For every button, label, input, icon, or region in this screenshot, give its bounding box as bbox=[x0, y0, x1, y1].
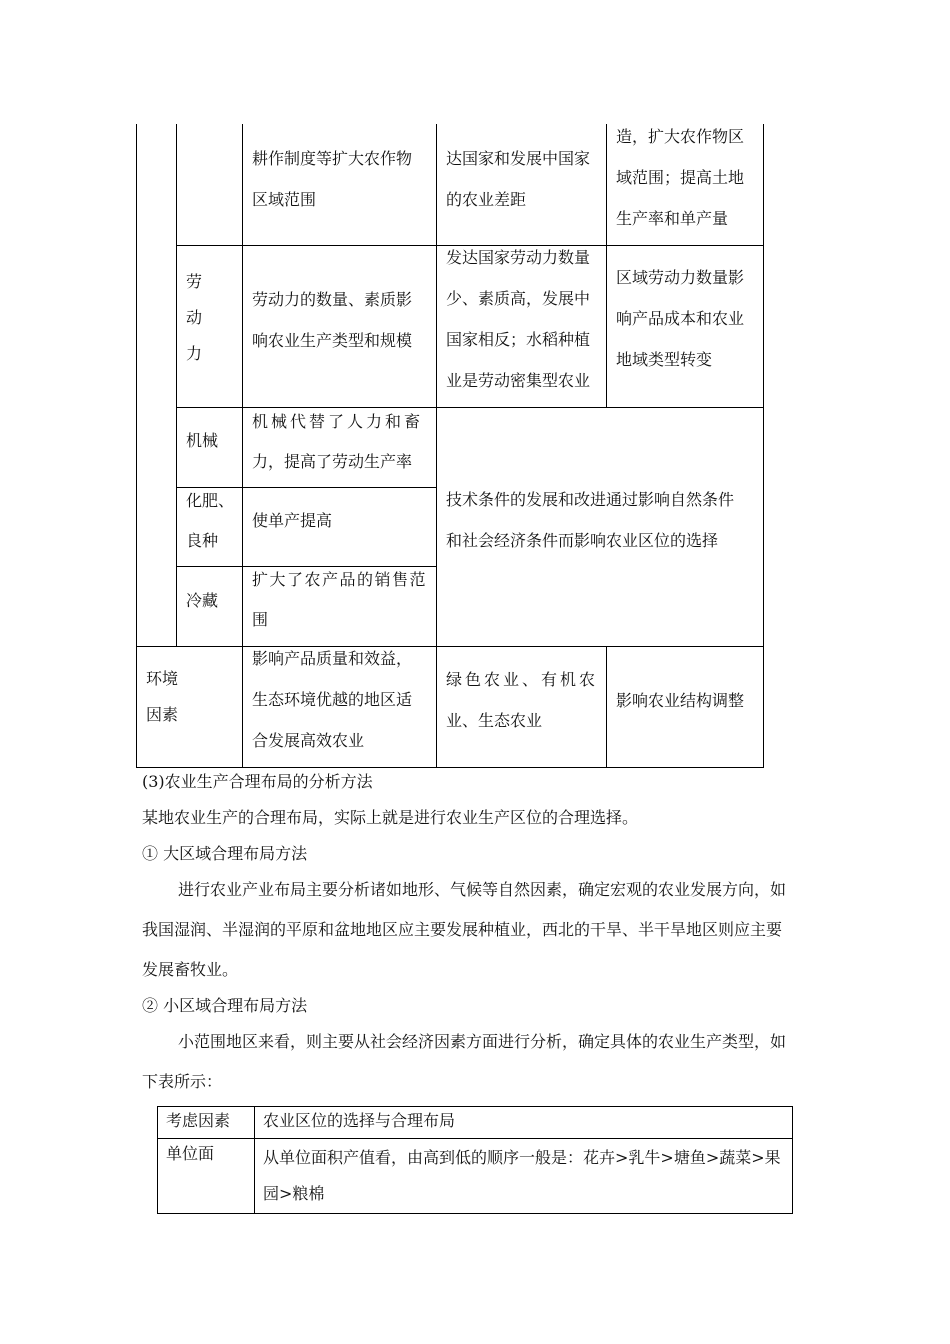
method2-title: ② 小区域合理布局方法 bbox=[142, 996, 308, 1015]
labor-col3 bbox=[252, 279, 412, 361]
tech-merged-line1: 技术条件的发展和改进通过影响自然条件 bbox=[446, 490, 735, 509]
table2-header-content: 农业区位的选择与合理布局 bbox=[263, 1111, 456, 1130]
refrigeration-col3-line1: 扩大了农产品的销售范 bbox=[252, 570, 428, 589]
table2-row1-factor: 单位面 bbox=[166, 1144, 215, 1163]
labor-col3-line2: 响农业生产类型和规模 bbox=[252, 331, 413, 350]
cont-col4 bbox=[446, 138, 590, 220]
table2-row1-content-line1: 从单位面积产值看，由高到低的顺序一般是：花卉>乳牛>塘鱼>蔬菜>果 bbox=[263, 1148, 781, 1167]
fertilizer-label bbox=[186, 481, 234, 561]
table2-row1-content bbox=[263, 1140, 781, 1212]
environment-col4-line2: 业、生态农业 bbox=[446, 711, 543, 730]
fertilizer-label-line2: 良种 bbox=[186, 531, 219, 550]
cont-col3-line2: 区域范围 bbox=[252, 190, 317, 209]
environment-col4 bbox=[446, 659, 598, 741]
cont-col5-line2: 域范围；提高土地 bbox=[616, 168, 745, 187]
cont-col5 bbox=[616, 116, 744, 239]
method1-line2: 我国湿润、半湿润的平原和盆地地区应主要发展种植业，西北的干旱、半干旱地区则应主要 bbox=[142, 920, 783, 939]
cont-col3-line1: 耕作制度等扩大农作物 bbox=[252, 149, 413, 168]
machinery-col3-line2: 力，提高了劳动生产率 bbox=[252, 452, 413, 471]
fertilizer-label-line1: 化肥、 bbox=[186, 491, 235, 510]
labor-label-3: 力 bbox=[186, 344, 203, 363]
fertilizer-col3: 使单产提高 bbox=[252, 511, 333, 530]
environment-label-line1: 环境 bbox=[146, 669, 179, 688]
environment-col5: 影响农业结构调整 bbox=[616, 691, 745, 710]
environment-label bbox=[146, 661, 178, 733]
machinery-col3-line1: 机械代替了人力和畜 bbox=[252, 412, 424, 431]
intro-paragraph: 某地农业生产的合理布局，实际上就是进行农业生产区位的合理选择。 bbox=[142, 808, 639, 827]
refrigeration-col3 bbox=[252, 560, 427, 640]
labor-label-1: 劳 bbox=[186, 272, 203, 291]
table2-row1-content-line2: 园>粮棉 bbox=[263, 1184, 325, 1203]
environment-col4-line1: 绿色农业、有机农 bbox=[446, 670, 599, 689]
labor-col5 bbox=[616, 257, 744, 380]
labor-col5-line2: 响产品成本和农业 bbox=[616, 309, 745, 328]
environment-col3-line1: 影响产品质量和效益， bbox=[252, 649, 413, 668]
machinery-col3 bbox=[252, 402, 423, 482]
method1-line1: 进行农业产业布局主要分析诸如地形、气候等自然因素，确定宏观的农业发展方向，如 bbox=[178, 880, 787, 899]
environment-col3-line3: 合发展高效农业 bbox=[252, 731, 365, 750]
labor-col3-line1: 劳动力的数量、素质影 bbox=[252, 290, 413, 309]
labor-label-2: 动 bbox=[186, 308, 203, 327]
table2-header-factor: 考虑因素 bbox=[166, 1111, 231, 1130]
heading-3: (3)农业生产合理布局的分析方法 bbox=[142, 772, 373, 791]
labor-label bbox=[186, 264, 202, 372]
cont-col4-line2: 的农业差距 bbox=[446, 190, 527, 209]
cont-col4-line1: 达国家和发展中国家 bbox=[446, 149, 591, 168]
cont-col5-line3: 生产率和单产量 bbox=[616, 209, 729, 228]
labor-col4-line3: 国家相反；水稻种植 bbox=[446, 330, 591, 349]
labor-col5-line1: 区域劳动力数量影 bbox=[616, 268, 745, 287]
tech-merged-cell bbox=[446, 479, 734, 561]
method1-line3: 发展畜牧业。 bbox=[142, 960, 239, 979]
labor-col5-line3: 地域类型转变 bbox=[616, 350, 713, 369]
labor-col4-line1: 发达国家劳动力数量 bbox=[446, 248, 591, 267]
labor-col4-line4: 业是劳动密集型农业 bbox=[446, 371, 591, 390]
environment-col3-line2: 生态环境优越的地区适 bbox=[252, 690, 413, 709]
method2-line2: 下表所示： bbox=[142, 1072, 223, 1091]
cont-col3 bbox=[252, 138, 412, 220]
refrigeration-label: 冷藏 bbox=[186, 591, 219, 610]
tech-merged-line2: 和社会经济条件而影响农业区位的选择 bbox=[446, 531, 719, 550]
cont-col5-line1: 造，扩大农作物区 bbox=[616, 127, 745, 146]
method2-line1: 小范围地区来看，则主要从社会经济因素方面进行分析，确定具体的农业生产类型，如 bbox=[178, 1032, 787, 1051]
environment-label-line2: 因素 bbox=[146, 705, 179, 724]
labor-col4 bbox=[446, 237, 590, 401]
machinery-label: 机械 bbox=[186, 431, 219, 450]
refrigeration-col3-line2: 围 bbox=[252, 610, 269, 629]
labor-col4-line2: 少、素质高，发展中 bbox=[446, 289, 591, 308]
method1-title: ① 大区域合理布局方法 bbox=[142, 844, 308, 863]
environment-col3 bbox=[252, 638, 412, 761]
